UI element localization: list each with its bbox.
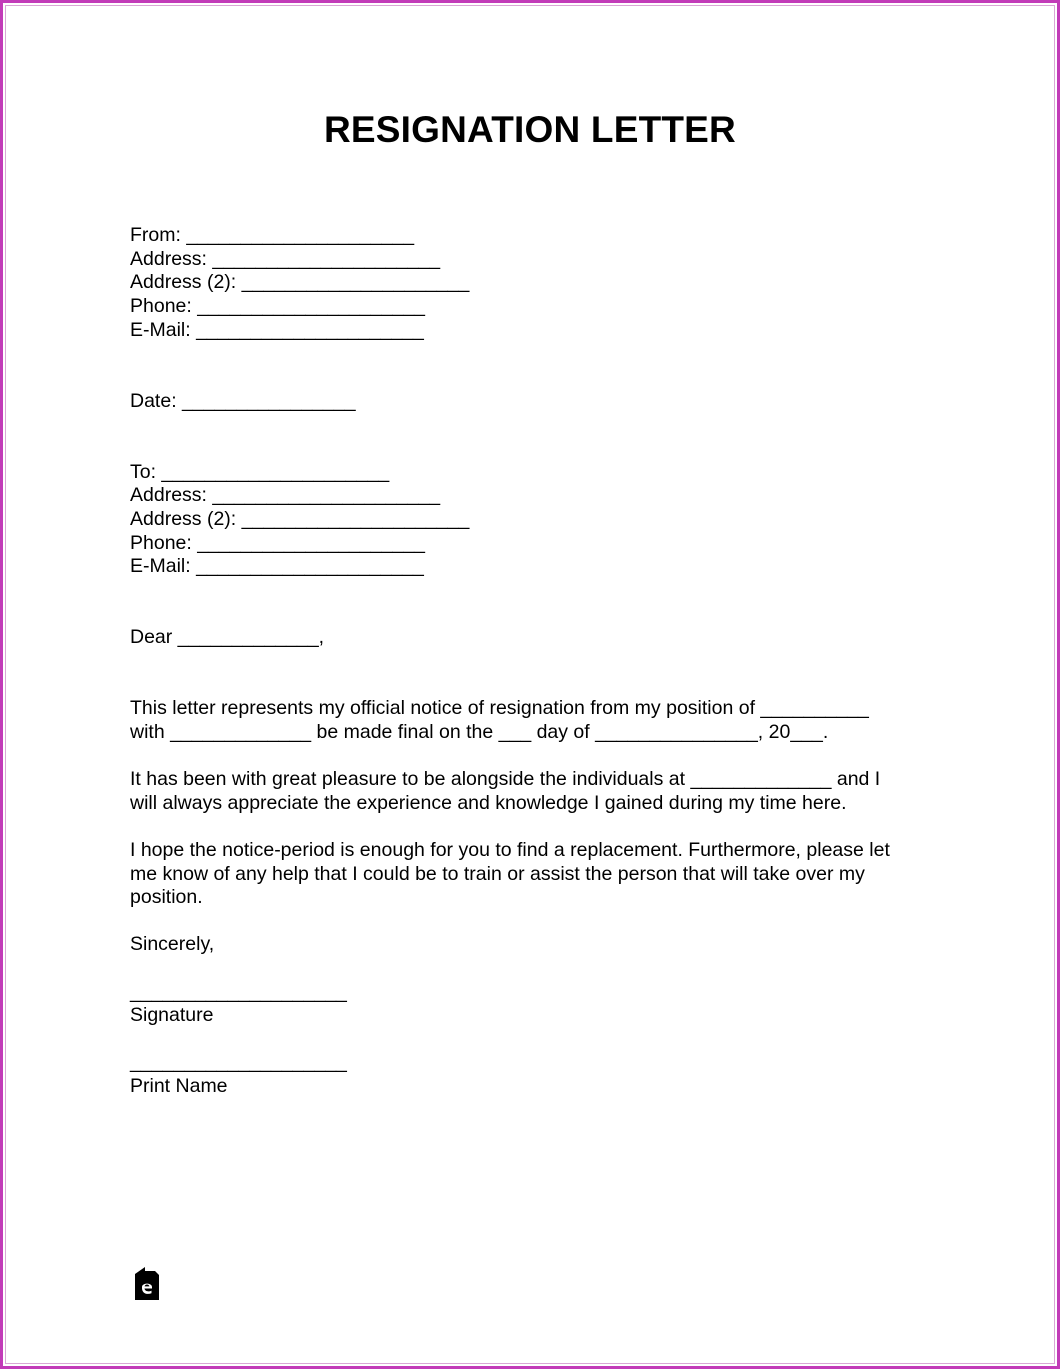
paragraph-3-line-1: I hope the notice-period is enough for you to find a replacement. Furthermore, please let — [130, 839, 890, 861]
from-email-line: E-Mail: _____________________ — [130, 319, 424, 341]
salutation: Dear _____________, — [130, 626, 325, 648]
paragraph-2-line-1: It has been with great pleasure to be alongside the individuals at _____________ and I — [130, 768, 881, 790]
print-name-label: Print Name — [130, 1075, 228, 1097]
paragraph-1-line-1: This letter represents my official notice of resignation from my position of __________ — [130, 697, 869, 719]
to-email-line: E-Mail: _____________________ — [130, 555, 424, 577]
paragraph-2-line-2: will always appreciate the experience and knowledge I gained during my time here. — [130, 792, 847, 814]
to-phone-line: Phone: _____________________ — [130, 532, 425, 554]
print-name-line: ____________________ — [130, 1051, 347, 1073]
to-address-line: Address: _____________________ — [130, 484, 441, 506]
signature-line: ____________________ — [130, 981, 347, 1003]
from-line: From: _____________________ — [130, 224, 415, 246]
document-title: RESIGNATION LETTER — [324, 109, 736, 150]
paragraph-1-line-2: with _____________ be made final on the ___ day of _______________, 20___. — [130, 721, 829, 743]
signature-label: Signature — [130, 1004, 214, 1026]
to-address2-line: Address (2): _____________________ — [130, 508, 470, 530]
eforms-logo-icon — [133, 1266, 161, 1302]
date-line: Date: ________________ — [130, 390, 356, 412]
closing: Sincerely, — [130, 933, 215, 955]
page-inner-border — [5, 5, 1055, 1364]
to-line: To: _____________________ — [130, 461, 390, 483]
paragraph-3-line-3: position. — [130, 886, 203, 908]
from-address-line: Address: _____________________ — [130, 248, 441, 270]
paragraph-3-line-2: me know of any help that I could be to train or assist the person that will take over my — [130, 863, 865, 885]
from-address2-line: Address (2): _____________________ — [130, 271, 470, 293]
from-phone-line: Phone: _____________________ — [130, 295, 425, 317]
